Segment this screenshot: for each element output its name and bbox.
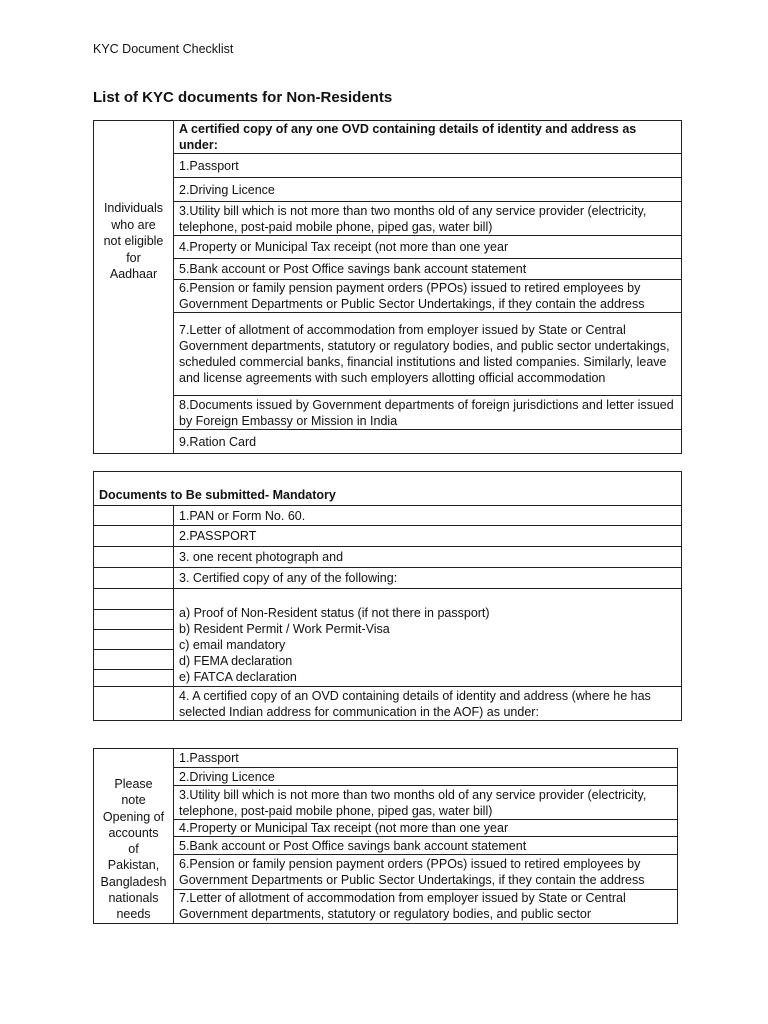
side-label-line: Please [114,777,153,791]
side-label-line: for [126,250,141,265]
sub-item: e) FATCA declaration [179,670,297,684]
table-row: 5.Bank account or Post Office savings bank account statement [174,837,678,855]
page-title: List of KYC documents for Non-Residents [93,89,393,106]
empty-cell [94,547,174,568]
table-row: 3. Certified copy of any of the following: [174,568,682,589]
table-row: 7.Letter of allotment of accommodation from employer issued by State or Central Government departments, statutory or regulatory bodies, and public sector undertakings, scheduled commercial banks, financial institutions and listed companies. Similarly, leave and license agreements with such employers allotting official accommodation [174,313,682,396]
sub-items-cell [174,589,682,687]
mandatory-heading: Documents to Be submitted- Mandatory [94,472,682,506]
side-label-line: needs [116,907,151,922]
table-row: 8.Documents issued by Government departments of foreign jurisdictions and letter issued by Foreign Embassy or Mission in India [174,396,682,430]
empty-cell [94,526,174,547]
side-label-line: Individuals [103,201,164,215]
sub-item: d) FEMA declaration [179,654,293,668]
empty-cell [94,610,174,630]
empty-cell [94,506,174,526]
table-row: 1.PAN or Form No. 60. [174,506,682,526]
document-header: KYC Document Checklist [93,42,234,56]
side-label-line: who are [111,217,156,232]
empty-cell [94,650,174,670]
table-row: 3. one recent photograph and [174,547,682,568]
ovd-heading: A certified copy of any one OVD containing details of identity and address as under: [174,121,682,154]
empty-cell [94,568,174,589]
ovd-table-pakistan-bangladesh [93,748,678,924]
table-row: 2.Driving Licence [174,178,682,202]
side-label-pakistan-bangladesh [94,749,174,924]
side-label-line: Aadhaar [109,267,158,281]
table-row: 3.Utility bill which is not more than two months old of any service provider (electricity, telephone, post-paid mobile phone, piped gas, water bill) [174,202,682,236]
sub-item: b) Resident Permit / Work Permit-Visa [179,622,390,636]
ovd-table-non-aadhaar [93,120,682,454]
table-row: 5.Bank account or Post Office savings bank account statement [174,259,682,280]
table-row: 6.Pension or family pension payment orders (PPOs) issued to retired employees by Government Departments or Public Sector Undertakings, if they contain the address [174,280,682,313]
side-label-line: accounts [108,825,159,840]
side-label-line: Opening of [102,809,165,824]
table-row: 4. A certified copy of an OVD containing details of identity and address (where he has selected Indian address for communication in the AOF) as under: [174,687,682,721]
table-row: 1.Passport [174,749,678,768]
sub-item: c) email mandatory [179,638,286,652]
side-label-line: note [121,793,146,808]
side-label-line: not eligible [103,234,164,248]
table-row: 4.Property or Municipal Tax receipt (not more than one year [174,820,678,837]
mandatory-documents-table [93,471,682,721]
sub-item: a) Proof of Non-Resident status (if not there in passport) [179,606,490,620]
table-row: 1.Passport [174,154,682,178]
empty-cell [94,687,174,721]
table-row: 2.Driving Licence [174,768,678,786]
table-row: 4.Property or Municipal Tax receipt (not more than one year [174,236,682,259]
table-row: 9.Ration Card [174,430,682,454]
side-label-line: Pakistan, [107,858,160,873]
table-row: 2.PASSPORT [174,526,682,547]
empty-cell [94,589,174,610]
side-label-not-eligible [94,121,174,454]
table-row: 3.Utility bill which is not more than two months old of any service provider (electricity, telephone, post-paid mobile phone, piped gas, water bill) [174,786,678,820]
empty-cell [94,670,174,687]
empty-cell [94,630,174,650]
table-row: 7.Letter of allotment of accommodation from employer issued by State or Central Government departments, statutory or regulatory bodies, and public sector [174,889,678,923]
side-label-line: Bangladesh [100,874,167,889]
side-label-line: nationals [108,891,159,906]
table-row: 6.Pension or family pension payment orders (PPOs) issued to retired employees by Government Departments or Public Sector Undertakings, if they contain the address [174,855,678,889]
side-label-line: of [128,842,139,857]
